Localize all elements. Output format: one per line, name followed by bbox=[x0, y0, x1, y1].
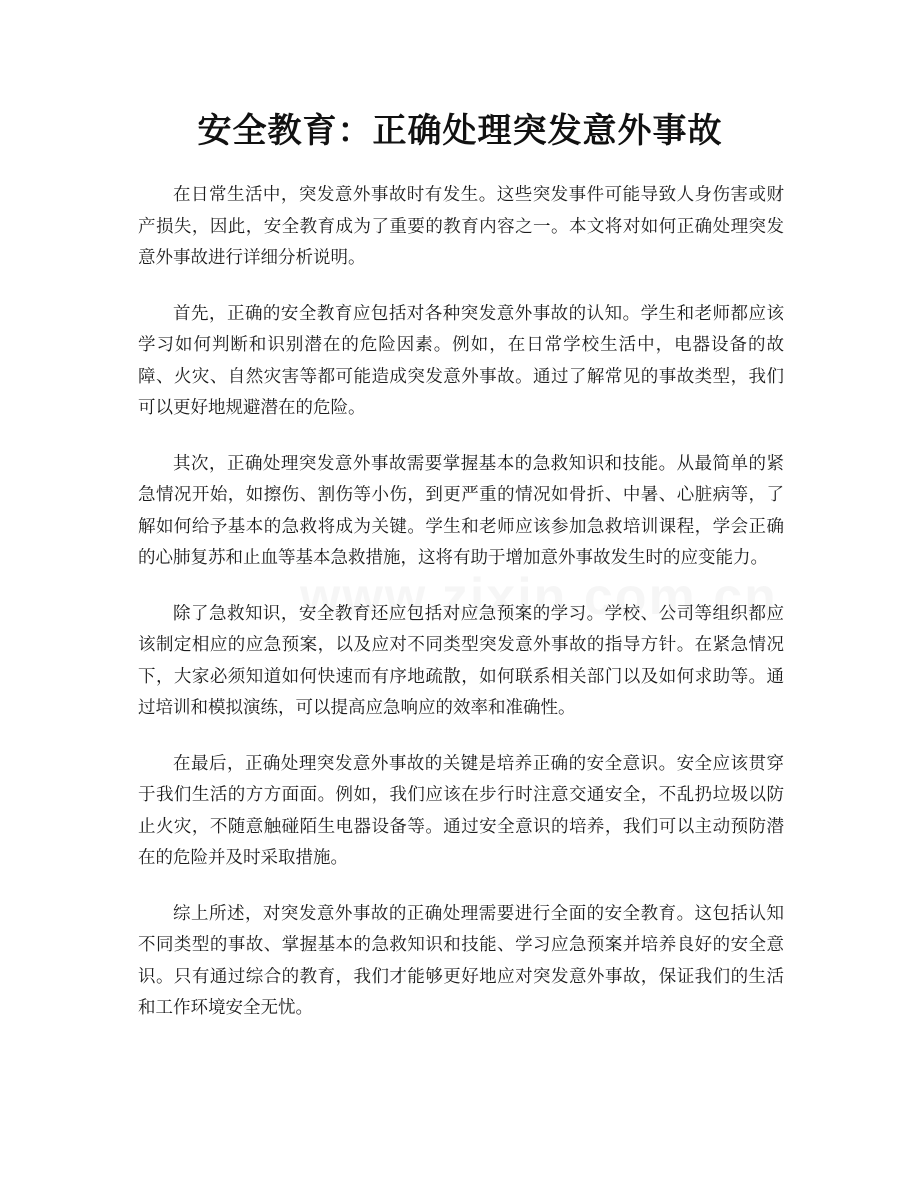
paragraph-5: 在最后，正确处理突发意外事故的关键是培养正确的安全意识。安全应该贯穿于我们生活的方方面面。例如，我们应该在步行时注意交通安全，不乱扔垃圾以防止火灾，不随意触碰陌生电器设备等。通过安全意识的培养，我们可以主动预防潜在的危险并及时采取措施。 bbox=[138, 753, 784, 868]
paragraph-4: 除了急救知识，安全教育还应包括对应急预案的学习。学校、公司等组织都应该制定相应的应急预案，以及应对不同类型突发意外事故的指导方针。在紧急情况下，大家必须知道如何快速而有序地疏散，如何联系相关部门以及如何求助等。通过培训和模拟演练，可以提高应急响应的效率和准确性。 bbox=[138, 603, 784, 718]
document-body bbox=[138, 180, 784, 1049]
paragraph-6: 综上所述，对突发意外事故的正确处理需要进行全面的安全教育。这包括认知不同类型的事故、掌握基本的急救知识和技能、学习应急预案并培养良好的安全意识。只有通过综合的教育，我们才能够更好地应对突发意外事故，保证我们的生活和工作环境安全无忧。 bbox=[138, 903, 784, 1018]
paragraph-3: 其次，正确处理突发意外事故需要掌握基本的急救知识和技能。从最简单的紧急情况开始，如擦伤、割伤等小伤，到更严重的情况如骨折、中暑、心脏病等，了解如何给予基本的急救将成为关键。学生和老师应该参加急救培训课程，学会正确的心肺复苏和止血等基本急救措施，这将有助于增加意外事故发生时的应变能力。 bbox=[138, 453, 784, 568]
document-title: 安全教育：正确处理突发意外事故 bbox=[197, 111, 723, 151]
paragraph-2: 首先，正确的安全教育应包括对各种突发意外事故的认知。学生和老师都应该学习如何判断和识别潜在的危险因素。例如，在日常学校生活中，电器设备的故障、火灾、自然灾害等都可能造成突发意外事故。通过了解常见的事故类型，我们可以更好地规避潜在的危险。 bbox=[138, 303, 784, 418]
paragraph-1: 在日常生活中，突发意外事故时有发生。这些突发事件可能导致人身伤害或财产损失，因此，安全教育成为了重要的教育内容之一。本文将对如何正确处理突发意外事故进行详细分析说明。 bbox=[138, 185, 784, 268]
